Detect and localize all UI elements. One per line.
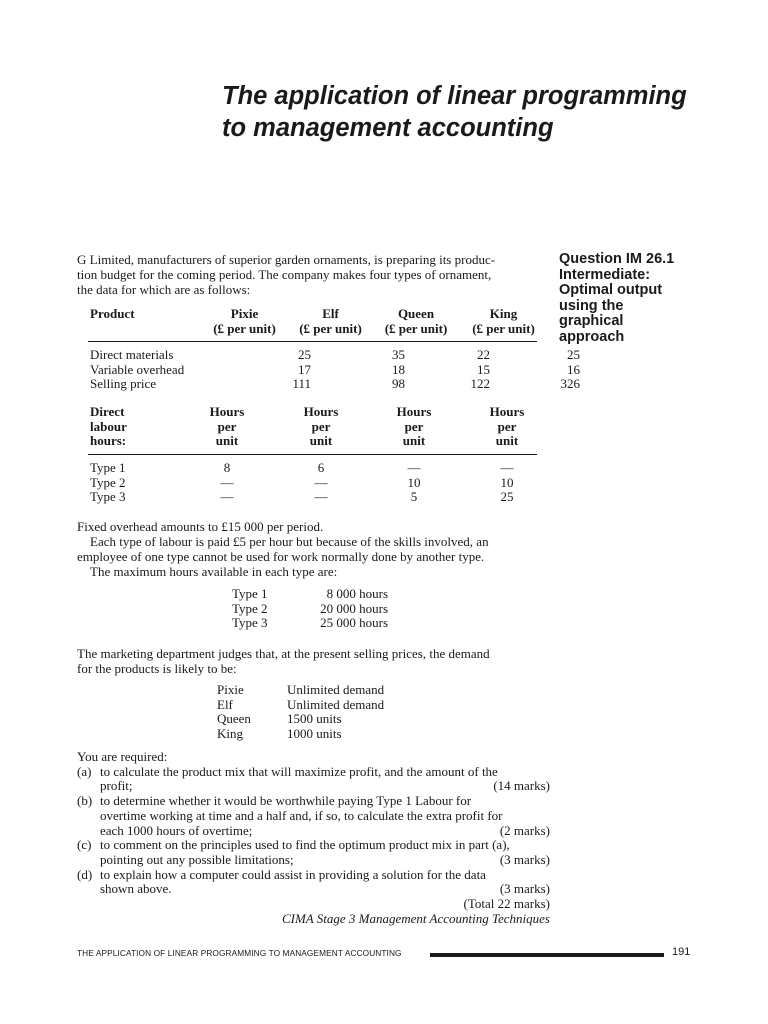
table-cell: — [220,474,234,490]
item-line: to calculate the product mix that will maximize profit, and the amount of the [100,763,498,779]
row-label: Type 3 [90,489,126,504]
list-item [77,838,550,867]
list-item [232,602,388,617]
table-rule [88,454,537,455]
marketing-paragraph [77,646,550,676]
labour-column-header [480,405,534,449]
page-title [222,80,742,144]
table-cell: — [314,474,328,490]
table-cell: 5 [410,489,418,504]
list-item [77,794,550,838]
side-heading-line: graphical [559,313,624,329]
demand-value: Unlimited demand [287,696,385,712]
column-header [288,307,373,336]
table-cell: — [314,489,328,504]
labour-rows [90,461,534,505]
column-header [459,307,548,336]
intro-line: G Limited, manufacturers of superior garden ornaments, is preparing its produc- [77,252,496,267]
column-header [373,307,459,336]
running-footer: THE APPLICATION OF LINEAR PROGRAMMING TO MANAGEMENT ACCOUNTING [77,948,402,958]
labour-column-header [387,405,441,449]
table-cell: 111 [292,376,311,391]
table-cell: 98 [392,376,405,391]
table-cell: — [500,460,514,475]
product-table [90,307,548,336]
hours-type: Type 1 [232,586,268,601]
item-line: overtime working at time and a half and, if so, to calculate the extra profit for [100,807,503,823]
demand-value: 1000 units [287,725,342,741]
side-heading-line: Question IM 26.1 [559,251,675,267]
table-cell: 25 [298,347,311,362]
list-item [217,698,407,713]
body-line: Fixed overhead amounts to £15 000 per period. [77,519,324,534]
column-header-unit: (£ per unit) [213,320,276,336]
table-row [90,461,534,476]
table-row [90,490,534,505]
labour-column-header [200,405,254,449]
table-cell: 10 [500,474,514,490]
labour-column-header-line: unit [402,433,426,448]
cost-rows [90,348,580,392]
row-label: Type 1 [90,460,126,475]
hours-value: 25 000 hours [320,615,388,630]
column-header-name: Elf [322,306,339,321]
requirements-intro: You are required: [77,749,168,764]
column-header [201,307,288,336]
row-label: Direct materials [90,347,174,362]
item-line: to explain how a computer could assist in providing a solution for the data [100,866,486,882]
column-header-name: Pixie [230,306,259,321]
labour-column-header-line: per [311,418,331,434]
labour-column-header-line: per [217,418,237,434]
column-header-unit: (£ per unit) [472,320,535,336]
body-line: for the products is likely to be: [77,661,237,676]
labour-paragraph [77,519,550,579]
demand-product: Pixie [217,682,244,697]
side-heading-line: Intermediate: [559,266,651,283]
demand-list [217,683,407,741]
source-citation: CIMA Stage 3 Management Accounting Techniques [281,910,550,926]
list-item [232,587,388,602]
item-line: shown above. [100,881,172,897]
labour-label-line: hours: [90,433,127,448]
column-header-unit: (£ per unit) [299,320,362,336]
table-cell: — [407,460,421,475]
demand-product: King [217,725,243,741]
body-line: employee of one type cannot be used for work normally done by another type. [77,549,485,564]
table-row [90,348,580,363]
side-heading-line: Optimal output [559,282,663,298]
labour-column-header-line: Hours [396,404,432,419]
body-line: The maximum hours available in each type are: [90,564,338,579]
requirements [77,750,550,926]
labour-column-header-line: per [404,418,424,434]
list-item [217,727,407,742]
item-line: to determine whether it would be worthwhile paying Type 1 Labour for [100,793,472,809]
labour-column-header-line: Hours [489,404,525,419]
labour-header [90,405,534,449]
labour-column-header-line: Hours [209,404,245,419]
row-label: Selling price [90,376,157,391]
table-cell: 25 [567,347,580,362]
hours-type: Type 3 [232,615,268,630]
body-line: The marketing department judges that, at the present selling prices, the demand [77,646,490,661]
labour-column-header [294,405,348,449]
table-row [90,363,580,378]
table-cell: 22 [477,347,490,362]
total-marks: (Total 22 marks) [463,896,550,912]
table-row [90,476,534,491]
item-label: (b) [77,793,93,809]
intro-line: tion budget for the coming period. The company makes four types of ornament, [77,267,492,282]
marks: (14 marks) [493,778,550,794]
demand-product: Queen [217,711,251,726]
demand-value: Unlimited demand [287,682,385,697]
table-header-row [90,307,548,336]
hours-type: Type 2 [232,600,268,616]
title-line-1: The application of linear programming [222,82,687,110]
row-label: Variable overhead [90,361,185,377]
table-cell: 17 [298,361,311,377]
max-hours-list [232,587,388,631]
item-line: to comment on the principles used to find the optimum product mix in part (a), [100,837,510,853]
table-cell: 18 [392,361,405,377]
hours-value: 20 000 hours [320,600,388,616]
list-item [77,868,550,897]
table-cell: — [220,489,234,504]
table-cell: 15 [477,361,490,377]
table-cell: 8 [223,460,231,475]
marks: (3 marks) [499,851,550,867]
table-cell: 6 [317,460,325,475]
labour-column-header-line: unit [215,433,239,448]
side-heading-line: using the [559,297,624,314]
title-line-2: to management accounting [222,114,554,142]
labour-label-line: labour [90,418,127,434]
marks: (3 marks) [499,881,550,897]
demand-product: Elf [217,696,233,712]
row-label: Type 2 [90,474,126,490]
table-cell: 35 [392,347,405,362]
item-line: profit; [100,778,133,794]
intro-line: the data for which are as follows: [77,282,251,297]
table-row [90,377,580,392]
labour-column-header-line: per [497,418,517,434]
side-heading-line: approach [559,328,625,345]
column-header-name: King [489,306,518,321]
item-label: (c) [77,837,92,853]
list-item [217,712,407,727]
table-cell: 122 [470,376,490,391]
labour-label-line: Direct [90,404,125,419]
page-number: 191 [672,946,691,958]
table-cell: 326 [560,376,580,391]
footer-rule [430,953,664,957]
table-rule [88,341,537,342]
labour-label [90,405,200,449]
item-line: pointing out any possible limitations; [100,851,294,867]
hours-value: 8 000 hours [326,586,388,601]
table-cell: 10 [407,474,421,490]
item-label: (d) [77,866,93,882]
labour-column-header-line: Hours [303,404,339,419]
list-item [77,765,550,794]
column-header-unit: (£ per unit) [384,320,448,336]
demand-value: 1500 units [287,711,342,726]
labour-column-header-line: unit [495,433,519,448]
marks: (2 marks) [499,822,550,838]
list-item [217,683,407,698]
column-header-name: Queen [397,306,435,321]
column-header: Product [90,306,135,321]
item-label: (a) [77,763,92,779]
labour-column-header-line: unit [309,433,333,448]
body-line: Each type of labour is paid £5 per hour but because of the skills involved, an [90,534,489,549]
list-item [232,616,388,631]
table-cell: 25 [500,489,514,504]
item-line: each 1000 hours of overtime; [100,822,253,838]
intro-paragraph [77,252,550,297]
table-cell: 16 [567,361,580,377]
question-side-heading [559,252,759,345]
